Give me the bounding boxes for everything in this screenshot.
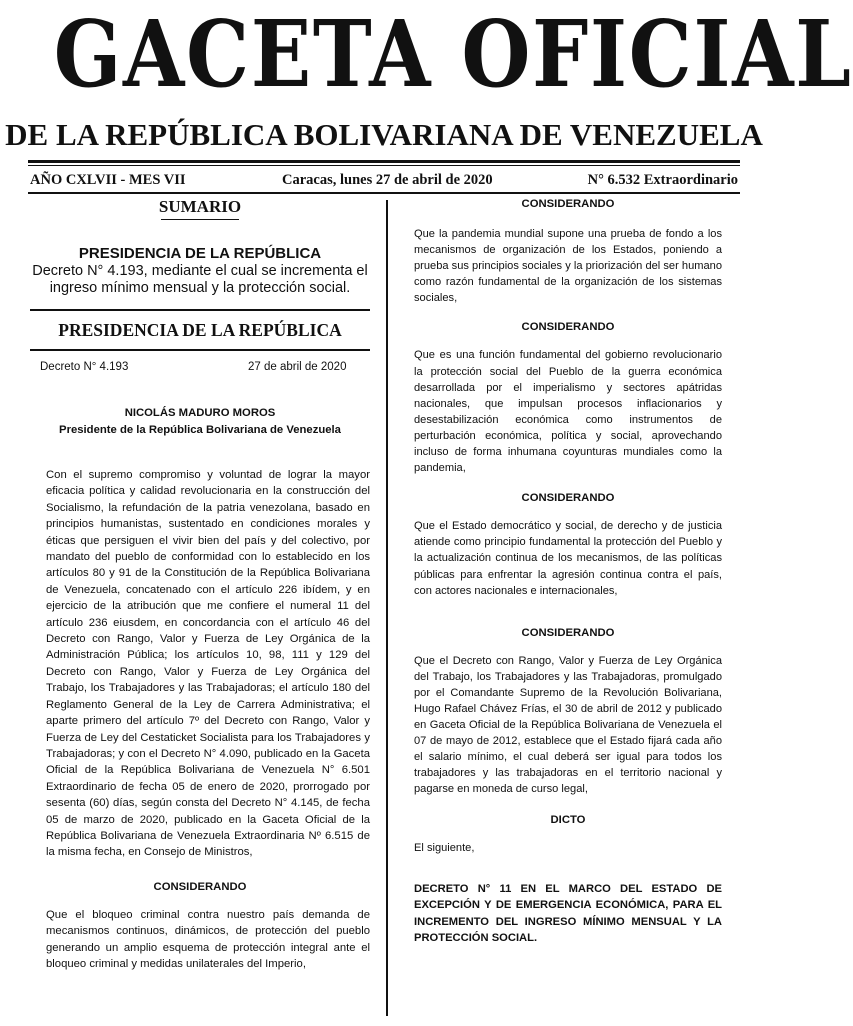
dicto-text: El siguiente, bbox=[414, 841, 475, 854]
masthead-rule-thick bbox=[28, 160, 740, 163]
considerando-paragraph: Que la pandemia mundial supone una prueba de fondo a los mecanismos de organización de los Estados, poniendo a prueba sus principios sociales y la priorización del ser humano como razón fundamental de la organización de los sistemas sociales, bbox=[414, 228, 722, 305]
issue-place-date: Caracas, lunes 27 de abril de 2020 bbox=[282, 172, 493, 188]
column-divider bbox=[386, 200, 388, 1016]
left-column bbox=[30, 196, 370, 972]
right-column bbox=[414, 196, 722, 958]
newspaper-title: GACETA OFICIAL bbox=[53, 0, 853, 108]
considerando-heading: CONSIDERANDO bbox=[521, 626, 615, 639]
issue-year-month: AÑO CXLVII - MES VII bbox=[30, 172, 186, 188]
decree-date: 27 de abril de 2020 bbox=[248, 361, 347, 373]
section-rule-top bbox=[30, 309, 370, 311]
decree-title: DECRETO N° 11 EN EL MARCO DEL ESTADO DE EXCEPCIÓN Y DE EMERGENCIA ECONÓMICA, PARA EL INCREMENTO DEL INGRESO MÍNIMO MENSUAL Y LA PROTECCIÓN SOCIAL. bbox=[414, 882, 722, 945]
considerando-paragraph: Que el bloqueo criminal contra nuestro país demanda de mecanismos continuos, dinámicos, de protección del pueblo generando un amplio esquema de protección integral ante el bloqueo criminal y medidas unilaterales del Imperio, bbox=[46, 908, 370, 970]
considerando-heading: CONSIDERANDO bbox=[521, 492, 615, 505]
summary-heading: SUMARIO bbox=[158, 197, 242, 216]
masthead bbox=[0, 0, 853, 152]
considerando-paragraph: Que el Estado democrático y social, de derecho y de justicia atiende como principio fundamental la protección del Pueblo y la actualización continua de los mecanismos, de las políticas públicas para enfrentar la agresión continua contra el país, con actores nacionales e internacionales, bbox=[414, 520, 722, 597]
summary-text: Decreto N° 4.193, mediante el cual se incrementa el ingreso mínimo mensual y la protección social. bbox=[32, 263, 368, 296]
section-title: PRESIDENCIA DE LA REPÚBLICA bbox=[58, 320, 342, 340]
author-title: Presidente de la República Bolivariana de Venezuela bbox=[59, 424, 341, 436]
considerando-heading: CONSIDERANDO bbox=[521, 198, 615, 210]
preamble-paragraph: Con el supremo compromiso y voluntad de lograr la mayor eficacia política y calidad revolucionaria en la construcción del Socialismo, la refundación de la patria venezolana, basado en principios humanistas, sustentado en condiciones morales y éticas que persiguen el vivir bien del país y del colectivo, por mandato del pueblo de conformidad con lo establecido en los artículos 80 y 91 de la Constitución de la República Bolivariana de Venezuela, concatenado con el artículo 226 ibídem, y en ejercicio de la atribución que me confiere el numeral 11 del artículo 236 eiusdem, en concordancia con el artículo 46 del Decreto con Rango, Valor y Fuerza de Ley Orgánica de la Administración Pública; los artículos 10, 98, 111 y 129 del Decreto con Rango, Valor y Fuerza de Ley Orgánica del Trabajo, los Trabajadores y las Trabajadoras; el artículo 180 del Reglamento General de la Ley de Carrera Administrativa; el aparte primero del artículo 7º del Decreto con Rango, Valor y Fuerza de Ley del Cestaticket Socialista para los Trabajadores y Trabajadoras; y con el Decreto N° 4.090, publicado en la Gaceta Oficial de la República Bolivariana de Venezuela N° 6.501 Extraordinario de fecha 05 de enero de 2020, prorrogado por sesenta (60) días, según consta del Decreto N° 4.145, de fecha 05 de marzo de 2020, publicado en la Gaceta Oficial de la República Bolivariana de Venezuela Extraordinaria Nº 6.515 de la misma fecha, en Consejo de Ministros, bbox=[46, 469, 370, 859]
issue-rule bbox=[28, 192, 740, 194]
considerando-paragraph: Que es una función fundamental del gobierno revolucionario la protección social del Pueblo de la guerra económica desarrollada por el imperialismo y sectores apátridas nacionales, que impulsan procesos inflacionarios y desestabilización económica como instrumentos de perturbación económica, política y social, aprovechando incluso de forma inhumana coyunturas mundiales como la pandemia, bbox=[414, 349, 722, 475]
dicto-heading: DICTO bbox=[550, 813, 586, 826]
masthead-rule-thin bbox=[28, 165, 740, 166]
author-name: NICOLÁS MADURO MOROS bbox=[124, 407, 276, 419]
decree-number: Decreto N° 4.193 bbox=[40, 361, 129, 373]
summary-section: PRESIDENCIA DE LA REPÚBLICA bbox=[78, 245, 322, 262]
summary-underline bbox=[161, 219, 239, 220]
decree-number-date bbox=[30, 361, 370, 377]
considerando-heading: CONSIDERANDO bbox=[153, 880, 247, 893]
newspaper-subtitle: DE LA REPÚBLICA BOLIVARIANA DE VENEZUELA bbox=[5, 117, 763, 152]
section-rule-bottom bbox=[30, 349, 370, 351]
issue-number: N° 6.532 Extraordinario bbox=[587, 172, 738, 188]
considerando-heading: CONSIDERANDO bbox=[521, 321, 615, 334]
considerando-paragraph: Que el Decreto con Rango, Valor y Fuerza de Ley Orgánica del Trabajo, los Trabajadores y las Trabajadoras, promulgado por el Comandante Supremo de la Revolución Bolivariana, Hugo Rafael Chávez Frías, el 30 de abril de 2012 y publicado en Gaceta Oficial de la República Bolivariana de Venezuela el 07 de mayo de 2012, establece que el Estado fijará cada año el salario mínimo, el cual deberá ser igual para todos los trabajadores y las trabajadoras en el territorio nacional y pagarse en moneda de curso legal, bbox=[414, 654, 722, 796]
